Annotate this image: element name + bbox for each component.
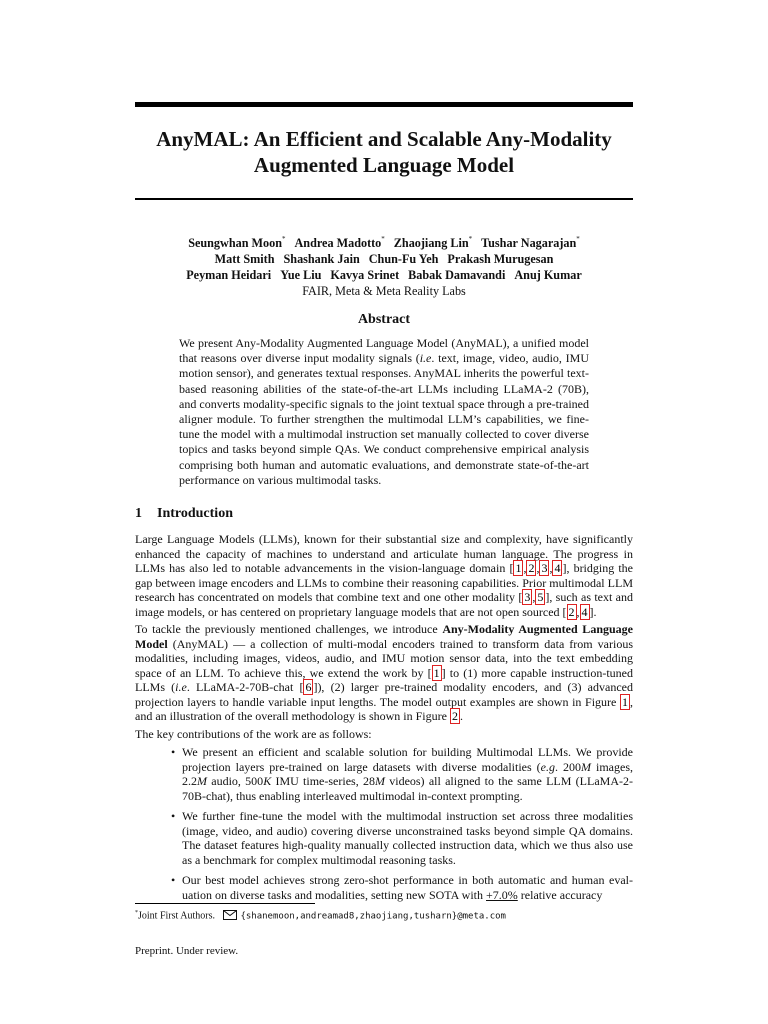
underlined-value: +7.0% — [486, 887, 518, 902]
abstract-text — [179, 336, 589, 488]
text-run: images, 2.2 — [182, 759, 633, 788]
author-name: Andrea Madotto — [294, 236, 382, 251]
author-line-3 — [135, 267, 633, 283]
title-bottom-rule — [135, 198, 633, 200]
list-item — [171, 809, 633, 867]
text-run: videos) all aligned to the same LLM (LLaMA-2-70B-chat), thus enabling interleaved multimodal in-context prompting. — [182, 774, 633, 803]
author-name: Kavya Srinet — [330, 268, 400, 283]
intro-paragraph-2: To tackle the previously mentioned challenges, we introduce Any-Modality Augmented Language Model (AnyMAL) — a collection of multi-modal encoders trained to transform data from various modalities, including images, videos, audio, and IMU motion sensor data, into the text embedding space of an LLM. To achieve this, we extend the work by [ 1 ] to (1) more capable instruction-tuned LLMs (i.e. LLaMA-2-70B-chat [ 6 ]), (2) larger pre-trained modality encoders, and (3) advanced projection layers to handle variable input lengths. The model output examples are shown in Figure 1 , and an illustration of the overall methodology is shown in Figure 2 . — [135, 622, 633, 723]
text-run: relative accuracy — [517, 887, 603, 902]
text-run: . 200 — [555, 759, 581, 774]
text-run: . — [459, 709, 463, 723]
bullet-mark: • — [171, 873, 176, 887]
citation-link[interactable]: 1 — [515, 561, 522, 575]
equal-contribution-mark: * — [381, 235, 385, 243]
equal-contribution-mark: * — [468, 235, 473, 243]
abstract-ie: i.e — [419, 351, 432, 366]
intro-paragraph-3: The key contributions of the work are as follows: — [135, 726, 372, 741]
figure-link[interactable]: 2 — [451, 709, 458, 723]
author-name: Zhaojiang Lin — [393, 236, 469, 251]
abstract-heading: Abstract — [357, 312, 411, 327]
text-run: To tackle the previously mentioned challenges, we introduce — [135, 622, 443, 636]
title-line-1: AnyMAL: An Efficient and Scalable Any-Modality — [156, 127, 612, 151]
text-run: Our best model achieves strong zero-shot performance in both automatic and human evaluation on diverse tasks and modalities, setting new SOTA with — [182, 873, 633, 902]
author-name: Yue Liu — [280, 268, 322, 283]
figure-link[interactable]: 1 — [622, 694, 628, 709]
citation-link[interactable]: 3 — [541, 561, 548, 575]
text-run: audio, 500 — [207, 774, 264, 788]
author-name: Shashank Jain — [283, 252, 360, 267]
section-heading-introduction — [135, 505, 233, 523]
citation-link[interactable]: 4 — [581, 604, 588, 619]
introduction-body — [135, 532, 633, 908]
text-run: , and an illustration of the overall methodology is shown in Figure — [135, 694, 633, 723]
author-name: Chun-Fu Yeh — [368, 252, 439, 267]
equal-contribution-mark: * — [282, 235, 286, 243]
citation-link[interactable]: 1 — [433, 665, 440, 680]
text-run: (AnyMAL) — a collection of multi-modal encoders trained to transform data from various modalities, including images, videos, audio, and IMU motion sensor data, into the text embedding space of an LLM. To achieve this, we extend the work by — [135, 636, 633, 680]
italic-abbrev: i.e — [175, 680, 187, 694]
footnote-rule — [135, 903, 315, 904]
list-item — [171, 745, 633, 803]
citation-link[interactable]: 3 — [524, 590, 531, 604]
math-var: M — [374, 774, 385, 788]
citation-link[interactable]: 5 — [537, 590, 544, 604]
text-run: . LLaMA-2-70B-chat — [186, 680, 300, 694]
citation-link[interactable]: 2 — [528, 561, 535, 575]
section-title: Introduction — [157, 506, 233, 521]
math-var: M — [197, 774, 207, 788]
author-name: Matt Smith — [214, 252, 275, 267]
bullet-mark: • — [171, 745, 176, 759]
math-var: M — [581, 759, 591, 774]
author-name: Peyman Heidari — [186, 268, 272, 283]
paper-title — [135, 126, 633, 178]
text-run: , bridging the gap between image encoders and LLMs to combine their reasoning capabilities. Prior multimodal LLM research has concentrated on models that combine text and one other modality — [135, 561, 633, 604]
citation-link[interactable]: 6 — [305, 680, 312, 694]
title-top-rule — [135, 102, 633, 107]
contributions-list — [135, 745, 633, 902]
text-run: , such as text and image models, or has centered on proprietary language models that are not open sourced — [135, 590, 634, 619]
footnote-email[interactable]: {shanemoon,andreamad8,zhaojiang,tusharn}@meta.com — [240, 911, 506, 922]
italic-abbrev: e.g — [540, 759, 555, 774]
abstract-part: . text, image, video, audio, IMU motion sensor), and generates textual responses. AnyMAL inherits the powerful text-based reasoning abilities of the state-of-the-art LLMs including LLaMA-2 (70B), and converts modality-specific signals to the joint textual space through a pre-trained aligner module. To further strengthen the multimodal LLM’s capabilities, we fine-tune the model with a multimodal instruction set manually collected to cover diverse topics and tasks beyond simple QAs. We conduct comprehensive empirical analysis comprising both human and automatic evaluations, and demonstrate state-of-the-art performance on various multimodal tasks. — [179, 351, 589, 487]
citation-link[interactable]: 4 — [554, 561, 561, 575]
math-var: K — [263, 774, 272, 788]
text-run: We present an efficient and scalable solution for building Multimodal LLMs. We provide projection layers pre-trained on large datasets with diverse modalities ( — [182, 745, 633, 774]
envelope-icon — [223, 910, 237, 924]
equal-contribution-mark: * — [576, 235, 580, 243]
citation-link[interactable]: 2 — [568, 604, 575, 619]
author-line-2 — [135, 251, 633, 267]
footnote-text: Joint First Authors. — [138, 910, 215, 922]
author-name: Anuj Kumar — [514, 268, 582, 283]
author-line-1 — [135, 232, 633, 251]
bullet-mark: • — [171, 809, 176, 823]
bold-term: Any-Modality Augmented Language Model — [135, 622, 633, 651]
author-name: Seungwhan Moon — [188, 236, 282, 251]
list-item — [171, 873, 633, 902]
section-number: 1 — [135, 506, 142, 521]
author-name: Prakash Murugesan — [447, 252, 554, 267]
author-block — [135, 232, 633, 299]
title-line-2: Augmented Language Model — [253, 153, 515, 177]
author-name: Tushar Nagarajan — [481, 236, 577, 251]
abstract-part: We present Any-Modality Augmented Language Model (AnyMAL), a unified model that reasons over diverse input modality signals ( — [179, 336, 589, 366]
preprint-notice: Preprint. Under review. — [135, 945, 239, 957]
intro-paragraph-1: Large Language Models (LLMs), known for their substantial size and complexity, have significantly enhanced the capacity of machines to understand and articulate human language. The progress in LLMs has also led to notable advancements in the vision-language domain [ 1 , 2 , 3 , 4 ], bridging the gap between image encoders and LLMs to combine their reasoning capabilities. Prior multimodal LLM research has concentrated on models that combine text and one other modality [ 3 , 5 ], such as text and image models, or has centered on proprietary language models that are not open sourced [ 2 , 4 ]. — [135, 532, 634, 619]
text-run: . — [593, 604, 597, 619]
affiliation: FAIR, Meta & Meta Reality Labs — [302, 284, 466, 299]
footnote-mark: * — [135, 910, 138, 916]
text-run: IMU time-series, 28 — [271, 774, 375, 788]
text-run: to (1) more capable instruction-tuned LLMs ( — [135, 665, 633, 694]
author-name: Babak Damavandi — [408, 268, 506, 283]
footnote — [135, 907, 633, 924]
text-run: Large Language Models (LLMs), known for their substantial size and complexity, have significantly enhanced the capacity of machines to understand and articulate human language. The progress in LLMs has also led to notable advancements in the vision-language domain — [135, 532, 633, 575]
text-run: ), (2) larger pre-trained modality encoders, and (3) advanced projection layers to handle variable input lengths. The model output examples are shown in Figure — [135, 680, 633, 709]
text-run: We further fine-tune the model with the multimodal instruction set across three modalities (image, video, and audio) covering diverse unconstrained tasks beyond simple QA domains. The dataset features high-quality manually collected instruction data, which we thus also use as a benchmark for complex multimodal reasoning tasks. — [182, 809, 633, 867]
